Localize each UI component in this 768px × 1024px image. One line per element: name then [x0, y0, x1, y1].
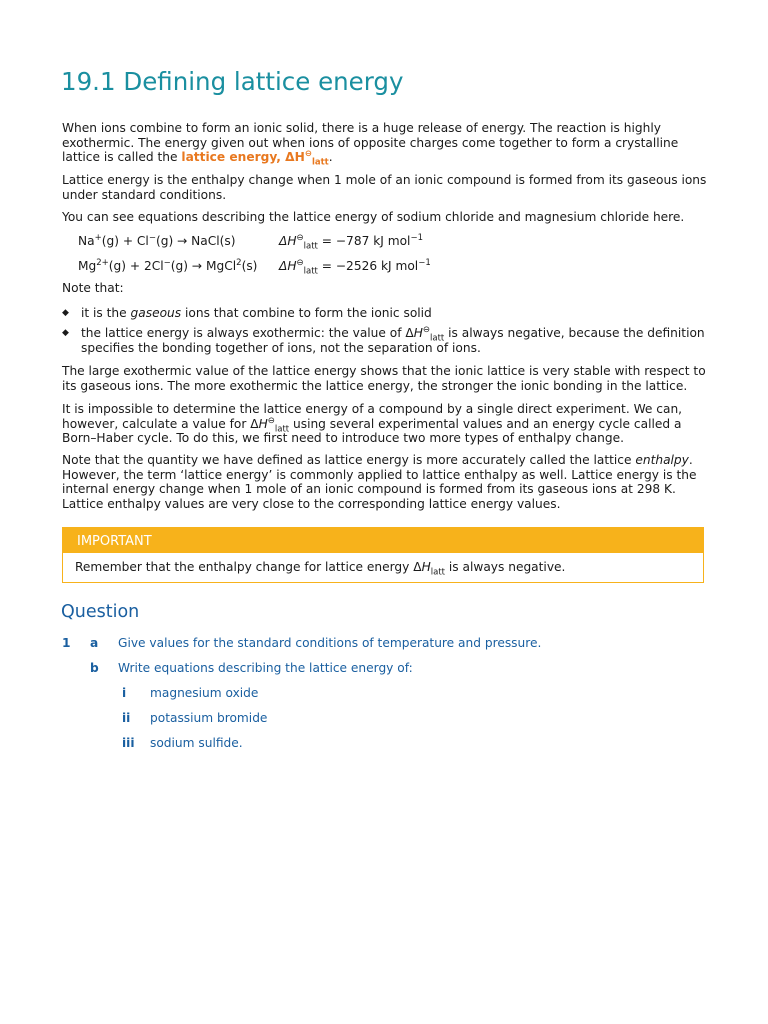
eq2-sup-c: 2	[236, 257, 242, 268]
eq2-text-c: (g) → MgCl	[170, 259, 237, 273]
b2-post: is always negative, because the definition specifies the bonding together of ions, not the separation of ions.	[81, 326, 705, 355]
bh-sub: latt	[274, 424, 290, 435]
eq1-enthalpy	[279, 232, 423, 252]
intro-text: When ions combine to form an ionic solid, there is a huge release of energy. The reaction is highly exothermic. The energy given out when ions of opposite charges come together to form a crystalline lattice is called the	[62, 121, 679, 165]
subpart-text: potassium bromide	[150, 711, 268, 725]
b2-sub: latt	[430, 333, 445, 344]
eq2-dh-sub: latt	[303, 266, 318, 277]
note-post: . However, the term ‘lattice energy’ is commonly applied to lattice enthalpy as well. Lattice energy is the internal energy change when 1 mole of an ionic compound is formed from its gaseous ions at 298 K. Lattice enthalpy values are very close to the corresponding lattice energy values.	[62, 453, 697, 511]
subpart-label: ii	[122, 711, 131, 725]
eq1-ion-na: Na	[78, 234, 95, 248]
part-label: a	[90, 636, 99, 650]
eq2-value: = −2526 kJ mol	[317, 259, 419, 273]
term-sub: latt	[311, 157, 329, 168]
bh-sup: ⊖	[267, 415, 275, 426]
part-text: Give values for the standard conditions of temperature and pressure.	[118, 636, 542, 650]
paragraph-stability: The large exothermic value of the lattice energy shows that the ionic lattice is very stable with respect to its gaseous ions. The more exothermic the lattice energy, the stronger the ionic bonding in the lattice.	[62, 364, 706, 393]
subpart-text: sodium sulfide.	[150, 736, 243, 750]
b2-pre: the lattice energy is always exothermic: the value of Δ	[81, 326, 414, 340]
eq2-sup-b: −	[163, 257, 171, 268]
eq1-text-b: (g) + Cl	[101, 234, 149, 248]
definition-paragraph: Lattice energy is the enthalpy change when 1 mole of an ionic compound is formed from its gaseous ions under standard conditions.	[62, 173, 707, 202]
subpart-text: magnesium oxide	[150, 686, 259, 700]
b2-sup: ⊖	[422, 324, 431, 335]
b2-h: H	[413, 326, 423, 340]
eq1-text-c: (g) → NaCl(s)	[155, 234, 236, 248]
subpart-label: i	[122, 686, 127, 700]
b1-pre: it is the	[81, 306, 131, 320]
bh-post: using several experimental values and an energy cycle called a Born–Haber cycle. To do this, we first need to introduce two more types of enthalpy change.	[62, 416, 682, 446]
imp-post: is always negative.	[445, 560, 566, 574]
eq1-dh: ΔH	[279, 234, 297, 248]
bh-h: H	[258, 416, 268, 431]
eq1-dh-sub: latt	[303, 241, 318, 252]
part-label: b	[90, 661, 99, 675]
eq1-sup-a: +	[94, 232, 102, 243]
eq1-value-sup: −1	[410, 232, 423, 243]
eq2-text-d: (s)	[241, 259, 258, 273]
important-text	[63, 553, 703, 578]
bh-pre: It is impossible to determine the lattice energy of a compound by a single direct experiment. We can, however, calculate a value for Δ	[62, 402, 683, 431]
eq2-text-b: (g) + 2Cl	[108, 259, 164, 273]
subpart-label: iii	[122, 736, 135, 750]
part-text: Write equations describing the lattice energy of:	[118, 661, 413, 675]
lattice-energy-term	[181, 149, 329, 168]
b1-post: ions that combine to form the ionic solid	[181, 306, 432, 320]
eq2-enthalpy	[279, 257, 431, 277]
imp-h: H	[421, 560, 431, 574]
question-heading: Question	[61, 602, 140, 622]
important-label: IMPORTANT	[63, 528, 703, 553]
eq2-value-sup: −1	[418, 257, 431, 268]
paragraph-born-haber	[62, 402, 710, 446]
note-em: enthalpy	[635, 453, 689, 467]
question-number: 1	[62, 636, 71, 650]
section-title: 19.1 Defining lattice energy	[61, 67, 404, 96]
intro-end: .	[328, 150, 333, 165]
imp-pre: Remember that the enthalpy change for lattice energy Δ	[75, 560, 422, 574]
eq2-sup-a: 2+	[96, 257, 109, 268]
equations-intro: You can see equations describing the lattice energy of sodium chloride and magnesium chloride here.	[62, 210, 685, 224]
eq1-sup-b: −	[148, 232, 156, 243]
bullet-text	[81, 306, 711, 321]
bullet-text	[81, 326, 711, 355]
important-box	[62, 527, 704, 583]
eq2-dh: ΔH	[279, 259, 297, 273]
b1-em: gaseous	[130, 306, 182, 320]
diamond-bullet-icon: ◆	[62, 308, 69, 318]
eq2-dh-sup: ⊖	[296, 257, 304, 268]
intro-paragraph	[62, 121, 710, 168]
term-sup: ⊖	[304, 149, 312, 160]
eq1-dh-sup: ⊖	[296, 232, 304, 243]
note-pre: Note that the quantity we have defined as lattice energy is more accurately called the lattice	[62, 453, 636, 467]
note-label: Note that:	[62, 281, 124, 295]
imp-sub: latt	[430, 567, 446, 578]
diamond-bullet-icon: ◆	[62, 328, 69, 338]
eq1-value: = −787 kJ mol	[317, 234, 411, 248]
eq2-ion-mg: Mg	[78, 259, 97, 273]
term-text: lattice energy, ΔH	[181, 150, 305, 165]
paragraph-enthalpy-note	[62, 453, 710, 511]
